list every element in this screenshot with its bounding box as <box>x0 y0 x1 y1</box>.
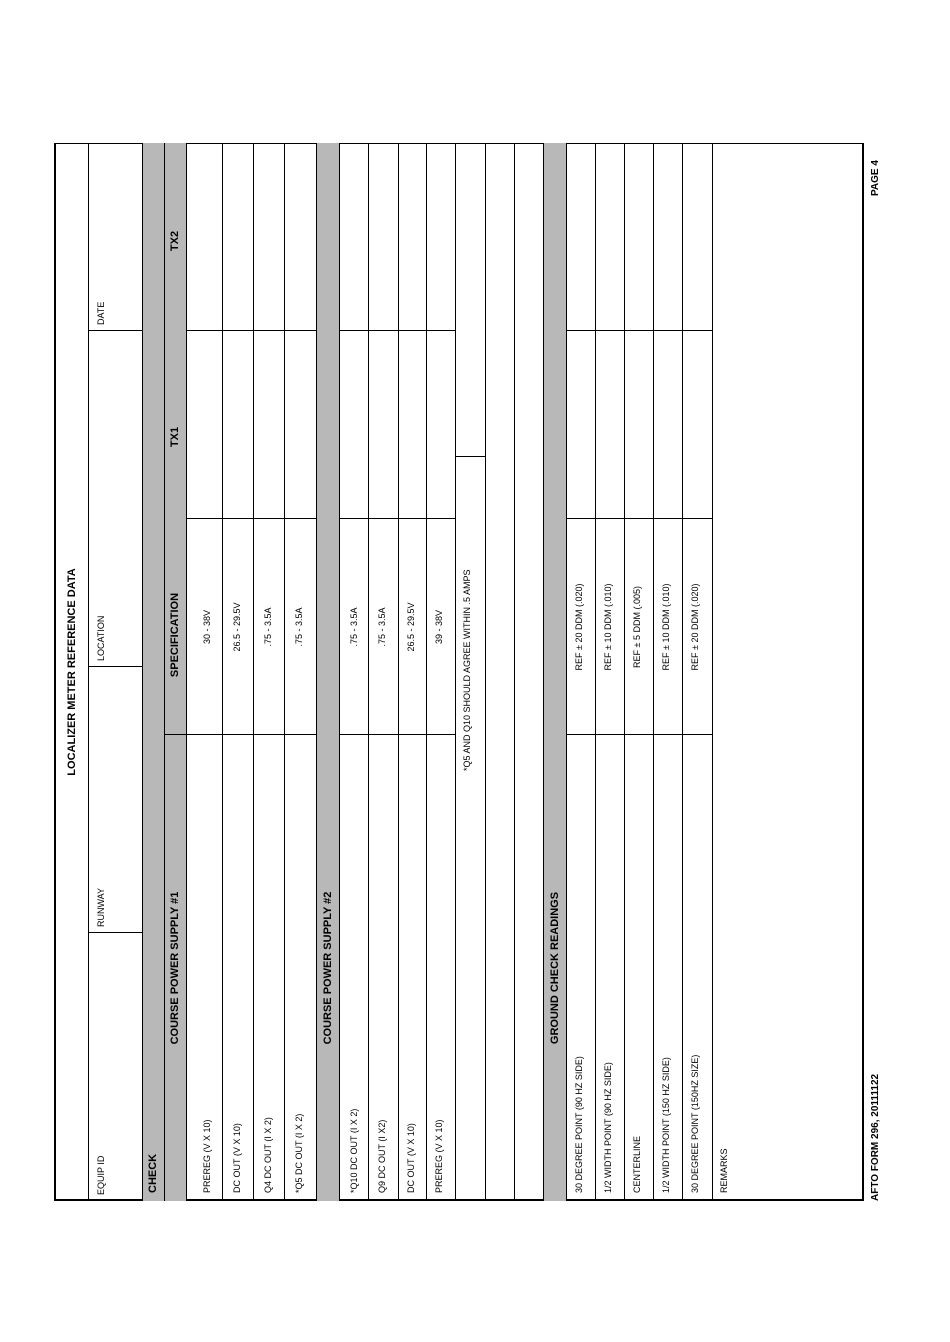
check-label: 1/2 WIDTH POINT (90 HZ SIDE) <box>603 1062 613 1193</box>
spec-value: REF ± 20 DDM (.020) <box>574 583 584 671</box>
spec-value: .75 - 3.5A <box>349 607 359 647</box>
section2-col-divider-2 <box>339 518 455 519</box>
check-column-header: CHECK <box>147 1153 159 1193</box>
spec-value: .75 - 3.5A <box>294 607 304 647</box>
section1-col-divider-1 <box>165 734 316 735</box>
section2-note: *Q5 AND Q10 SHOULD AGREE WITHIN .5 AMPS <box>462 569 472 771</box>
rule <box>368 143 369 1201</box>
section3-col-divider-3 <box>566 330 712 331</box>
spec-value: 39 - 38V <box>434 609 444 645</box>
rule <box>682 143 683 1201</box>
check-band <box>143 143 164 1201</box>
check-label: *Q10 DC OUT (I X 2) <box>349 1108 359 1193</box>
page-number: PAGE 4 <box>870 160 881 196</box>
rule <box>426 143 427 1201</box>
section3-title: GROUND CHECK READINGS <box>549 891 561 1045</box>
check-label: 30 DEGREE POINT (90 HZ SIDE) <box>574 1056 584 1193</box>
runway-field-label: RUNWAY <box>96 888 106 927</box>
spec-value: 26.5 - 29.5V <box>232 602 242 652</box>
section1-col-divider-3 <box>186 330 316 331</box>
spec-value: REF ± 5 DDM (.005) <box>632 586 642 668</box>
rule <box>595 143 596 1201</box>
equip-id-field-label: EQUIP ID <box>96 1155 106 1195</box>
form-bottom-border <box>862 143 864 1201</box>
section2-note-right <box>455 456 485 457</box>
rule <box>339 143 340 1201</box>
rule <box>455 143 456 1201</box>
date-field-label: DATE <box>96 301 106 325</box>
check-label: DC OUT (V X 10) <box>232 1123 242 1193</box>
section2-col-divider-1 <box>339 734 455 735</box>
localizer-form <box>54 143 881 1201</box>
spec-value: 30 - 38V <box>202 609 212 645</box>
section1-col-divider-2 <box>186 518 316 519</box>
rule <box>624 143 625 1201</box>
rule <box>222 143 223 1201</box>
tx1-column-header: TX1 <box>169 426 181 448</box>
equip-id-input[interactable] <box>89 933 141 1200</box>
rule <box>186 143 187 1201</box>
rule <box>398 143 399 1201</box>
location-input[interactable] <box>89 331 141 666</box>
check-label: 1/2 WIDTH POINT (150 HZ SIDE) <box>661 1057 671 1193</box>
date-input[interactable] <box>89 144 141 330</box>
rule <box>284 143 285 1201</box>
rule <box>514 143 515 1201</box>
check-label: 30 DEGREE POINT (150HZ SIZE) <box>690 1054 700 1193</box>
rule <box>253 143 254 1201</box>
check-label: PREREG (V X 10) <box>434 1119 444 1193</box>
check-label: Q9 DC OUT (I X2) <box>377 1119 387 1193</box>
rule <box>543 143 544 1201</box>
form-top-border <box>54 143 56 1201</box>
spec-value: REF ± 10 DDM (.010) <box>661 583 671 671</box>
spec-value: .75 - 3.5A <box>377 607 387 647</box>
spec-value: REF ± 10 DDM (.010) <box>603 583 613 671</box>
spec-value: REF ± 20 DDM (.020) <box>690 583 700 671</box>
check-label: CENTERLINE <box>632 1135 642 1193</box>
check-label: PREREG (V X 10) <box>202 1119 212 1193</box>
remarks-input[interactable] <box>713 145 863 1199</box>
check-label: Q4 DC OUT (I X 2) <box>263 1117 273 1193</box>
rule <box>485 143 486 1201</box>
rule <box>566 143 567 1201</box>
section2-title: COURSE POWER SUPPLY #2 <box>322 891 334 1045</box>
form-id-footer: AFTO FORM 296, 20111122 <box>870 1073 881 1201</box>
form-title: LOCALIZER METER REFERENCE DATA <box>66 568 78 776</box>
spec-value: .75 - 3.5A <box>263 607 273 647</box>
section2-col-divider-3 <box>339 330 455 331</box>
specification-column-header: SPECIFICATION <box>169 592 181 678</box>
section1-title: COURSE POWER SUPPLY #1 <box>169 891 181 1045</box>
location-field-label: LOCATION <box>96 615 106 661</box>
check-label: *Q5 DC OUT (I X 2) <box>294 1113 304 1193</box>
runway-input[interactable] <box>89 667 141 932</box>
check-label: DC OUT (V X 10) <box>406 1123 416 1193</box>
tx2-column-header: TX2 <box>169 230 181 252</box>
spec-value: 26.5 - 29.5V <box>406 602 416 652</box>
remarks-label: REMARKS <box>719 1148 729 1193</box>
rule <box>653 143 654 1201</box>
